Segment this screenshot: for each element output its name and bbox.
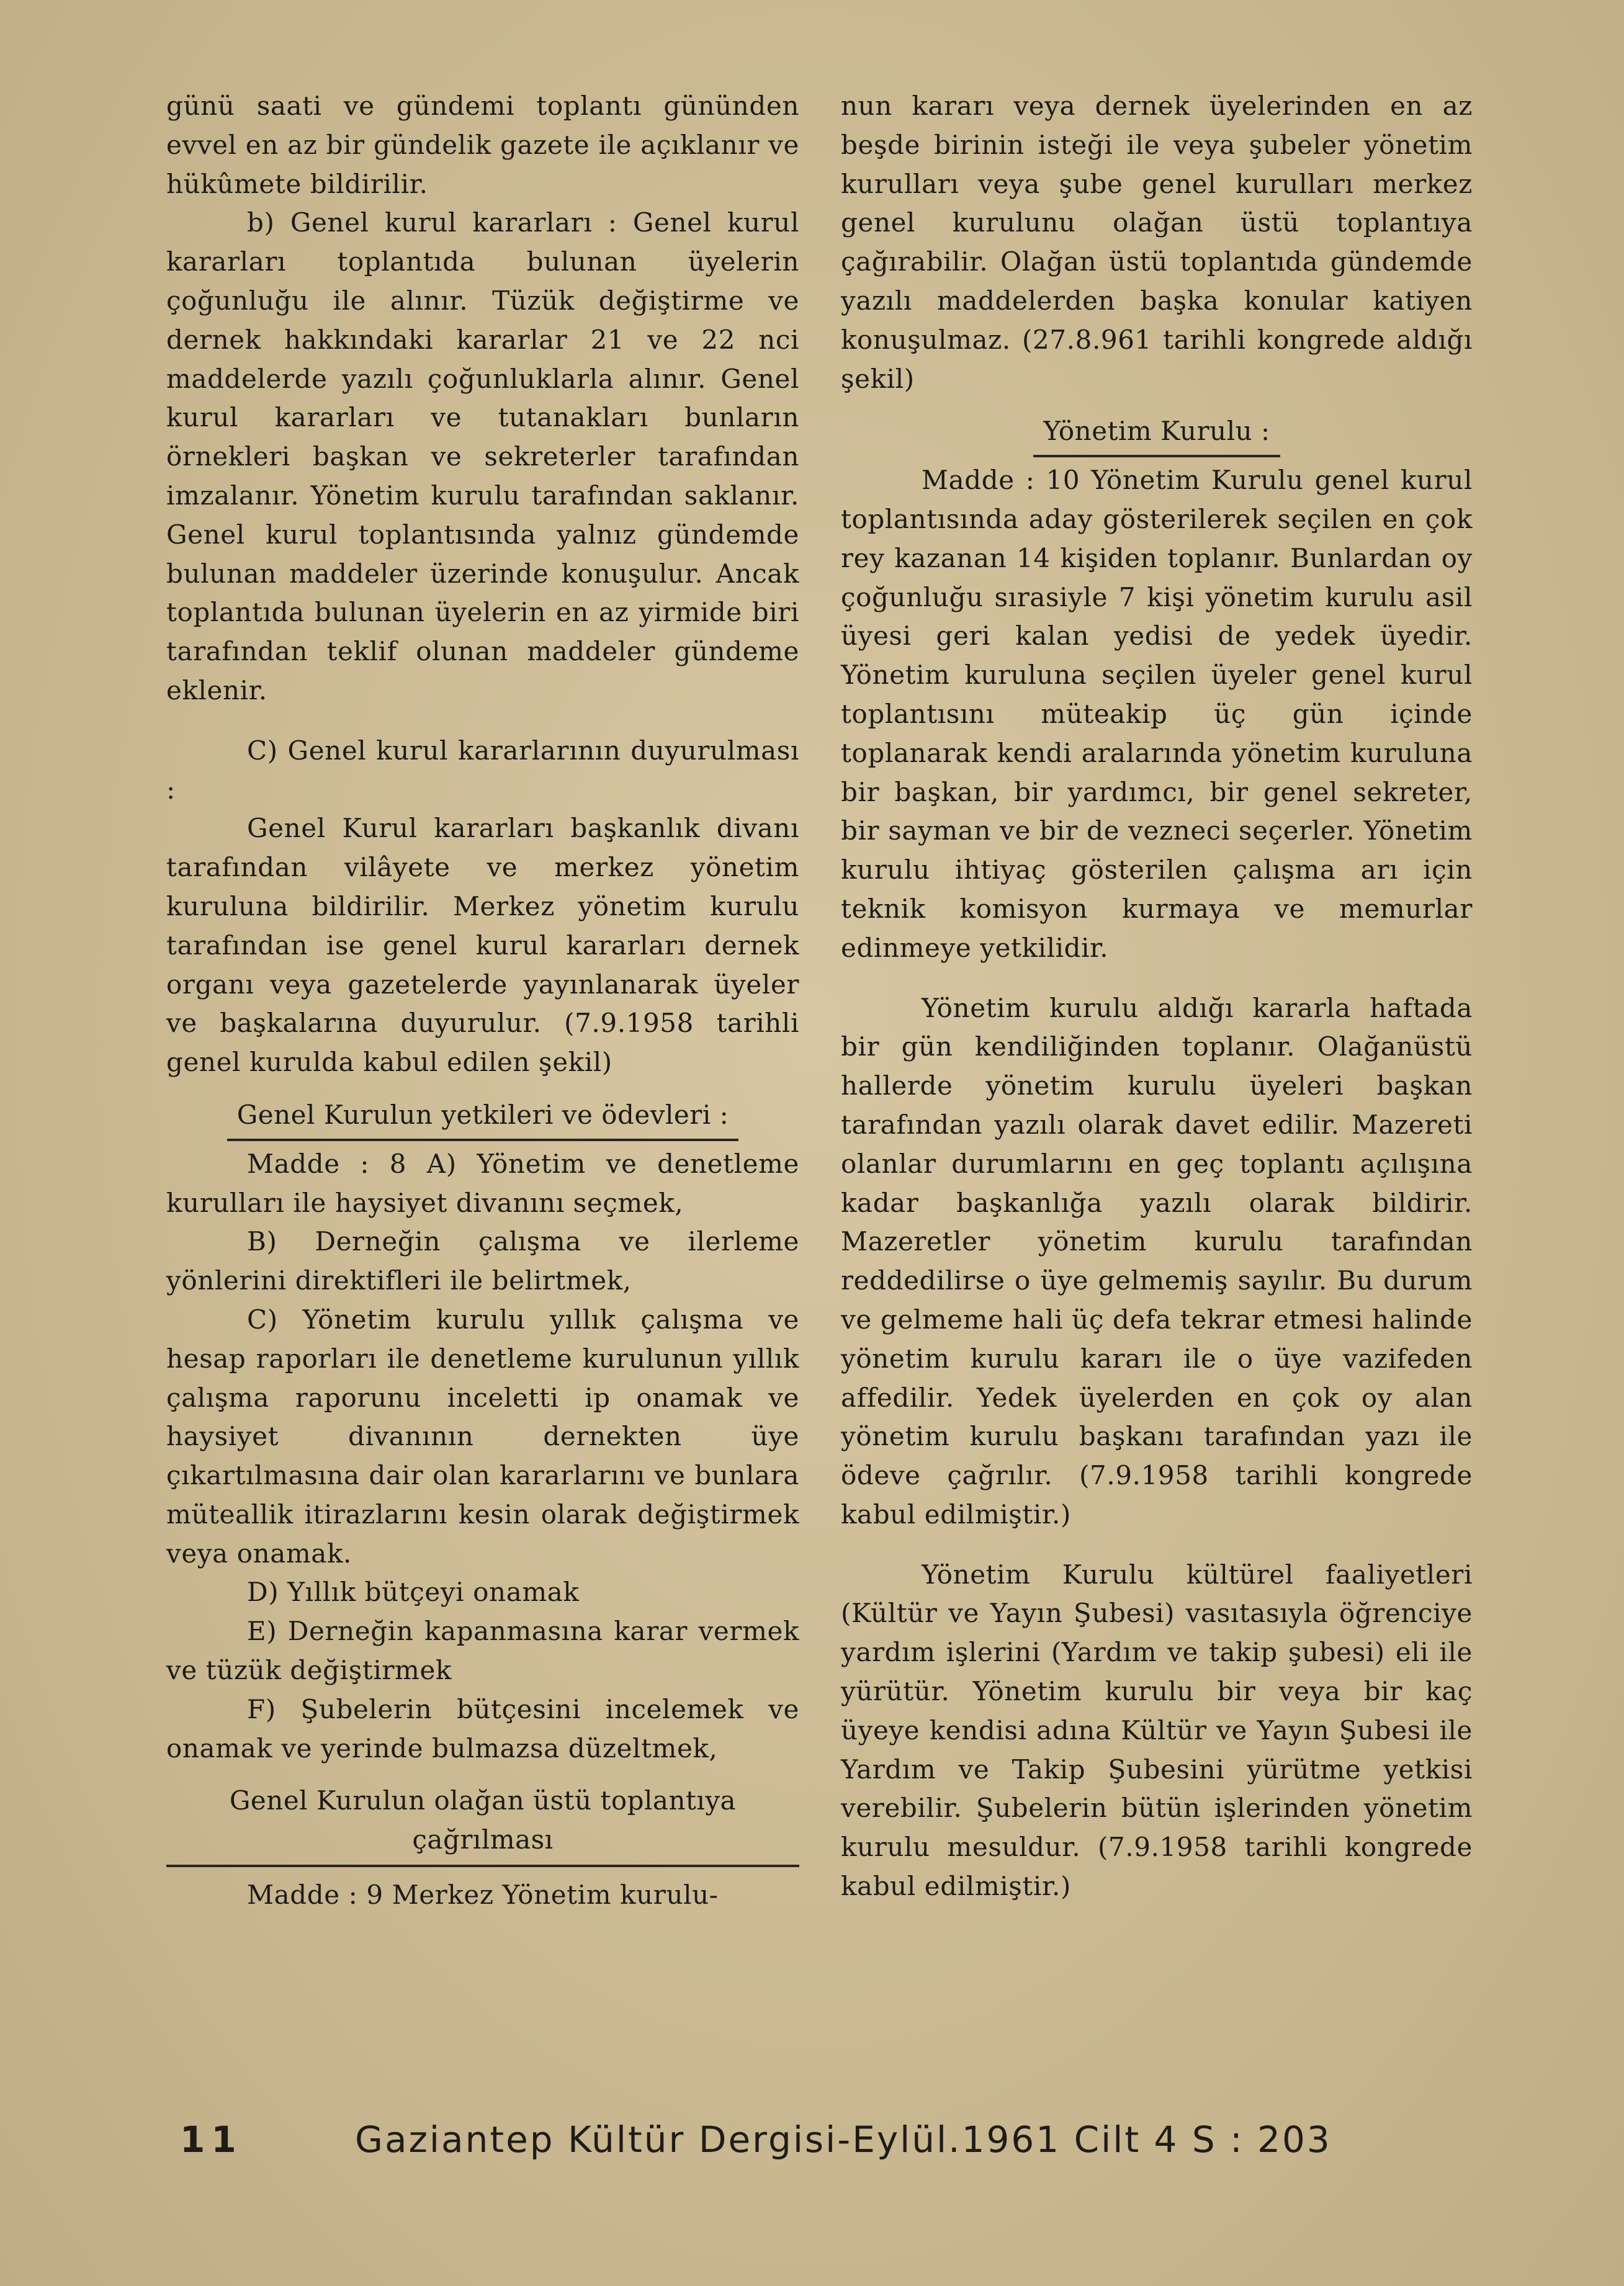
- list-item: E) Derneğin kapanmasına karar vermek ve tüzük değiştirmek: [166, 1616, 799, 1686]
- right-column: [841, 87, 1473, 1906]
- paragraph: Yönetim Kurulu kültürel faaliyetleri (Kültür ve Yayın Şubesi) vasıtasıyla öğrenciye yardım işlerini (Yardım ve takip şubesi) eli ile yürütür. Yönetim kurulu bir veya bir kaç üyeye kendisi adına Kültür ve Yayın Şubesi ile Yardım ve Takip Şubesini yürütme yetkisi verebilir. Şubelerin bütün işlerinden yönetim kurulu mesuldur. (7.9.1958 tarihli kongrede kabul edilmiştir.): [841, 1559, 1473, 1902]
- paragraph: günü saati ve gündemi toplantı gününden evvel en az bir gündelik gazete ile açıklanır ve hükûmete bildirilir.: [166, 91, 799, 199]
- list-item: Madde : 8 A) Yönetim ve denetleme kurulları ile haysiyet divanını seçmek,: [166, 1148, 799, 1218]
- left-column: [166, 87, 799, 1915]
- journal-citation: Gaziantep Kültür Dergisi-Eylül.1961 Cilt 4 S : 203: [355, 2118, 1332, 2161]
- section-heading: [166, 1096, 799, 1141]
- paragraph: Madde : 10 Yönetim Kurulu genel kurul toplantısında aday gösterilerek seçilen en çok rey kazanan 14 kişiden toplanır. Bunlardan oy çoğunluğu sırasiyle 7 kişi yönetim kurulu asil üyesi geri kalan yedisi de yedek üyedir. Yönetim kuruluna seçilen üyeler genel kurul toplantısını müteakip üç gün içinde toplanarak kendi aralarında yönetim kuruluna bir başkan, bir yardımcı, bir genel sekreter, bir sayman ve bir de vezneci seçerler. Yönetim kurulu ihtiyaç gösterilen çalışma arı için teknik komisyon kurmaya ve memurlar edinmeye yetkilidir.: [841, 465, 1473, 963]
- section-heading: Genel Kurulun olağan üstü toplantıya çağrılması: [166, 1782, 799, 1867]
- list-item: B) Derneğin çalışma ve ilerleme yönlerini direktifleri ile belirtmek,: [166, 1226, 799, 1296]
- list-item: C) Yönetim kurulu yıllık çalışma ve hesap raporları ile denetleme kurulunun yıllık çalışma raporunu inceletti ip onamak ve haysiyet divanının dernekten üye çıkartılmasına dair olan kararlarını ve bunlara müteallik itirazlarını kesin olarak değiştirmek veya onamak.: [166, 1304, 799, 1569]
- paragraph: Genel Kurul kararları başkanlık divanı tarafından vilâyete ve merkez yönetim kuruluna bildirilir. Merkez yönetim kurulu tarafından ise genel kurul kararları dernek organı veya gazetelerde yayınlanarak üyeler ve başkalarına duyurulur. (7.9.1958 tarihli genel kurulda kabul edilen şekil): [166, 813, 799, 1078]
- section-heading-text: Genel Kurulun yetkileri ve ödevleri :: [227, 1096, 739, 1141]
- list-item: F) Şubelerin bütçesini incelemek ve onamak ve yerinde bulmazsa düzeltmek,: [166, 1693, 799, 1764]
- section-heading-text: Yönetim Kurulu :: [1033, 412, 1280, 457]
- paragraph: Yönetim kurulu aldığı kararla haftada bir gün kendiliğinden toplanır. Olağanüstü hallerde yönetim kurulu üyeleri başkan tarafından yazılı olarak davet edilir. Mazereti olanlar durumlarını en geç toplantı açılışına kadar başkanlığa yazılı olarak bildirir. Mazeretler yönetim kurulu tarafından reddedilirse o üye gelmemiş sayılır. Bu durum ve gelmeme hali üç defa tekrar etmesi halinde yönetim kurulu kararı ile o üye vazifeden affedilir. Yedek üyelerden en çok oy alan yönetim kurulu başkanı tarafından yazı ile ödeve çağrılır. (7.9.1958 tarihli kongrede kabul edilmiştir.): [841, 992, 1473, 1530]
- paragraph: C) Genel kurul kararlarının duyurulması :: [166, 735, 799, 805]
- section-heading: [841, 412, 1473, 457]
- paragraph: b) Genel kurul kararları : Genel kurul kararları toplantıda bulunan üyelerin çoğunluğu ile alınır. Tüzük değiştirme ve dernek hakkındaki kararlar 21 ve 22 nci maddelerde yazılı çoğunluklarla alınır. Genel kurul kararları ve tutanakları bunların örnekleri başkan ve sekreterler tarafından imzalanır. Yönetim kurulu tarafından saklanır. Genel kurul toplantısında yalnız gündemde bulunan maddeler üzerinde konuşulur. Ancak toplantıda bulunan üyelerin en az yirmide biri tarafından teklif olunan maddeler gündeme eklenir.: [166, 207, 799, 706]
- list-item: D) Yıllık bütçeyi onamak: [247, 1577, 580, 1608]
- paragraph: Madde : 9 Merkez Yönetim kurulu-: [247, 1880, 719, 1911]
- paragraph: nun kararı veya dernek üyelerinden en az beşde birinin isteği ile veya şubeler yönetim kurulları veya şube genel kurulları merkez genel kurulunu olağan üstü toplantıya çağırabilir. Olağan üstü toplantıda gündemde yazılı maddelerden başka konular katiyen konuşulmaz. (27.8.961 tarihli kongrede aldığı şekil): [841, 91, 1473, 394]
- page-number: 11: [180, 2118, 243, 2161]
